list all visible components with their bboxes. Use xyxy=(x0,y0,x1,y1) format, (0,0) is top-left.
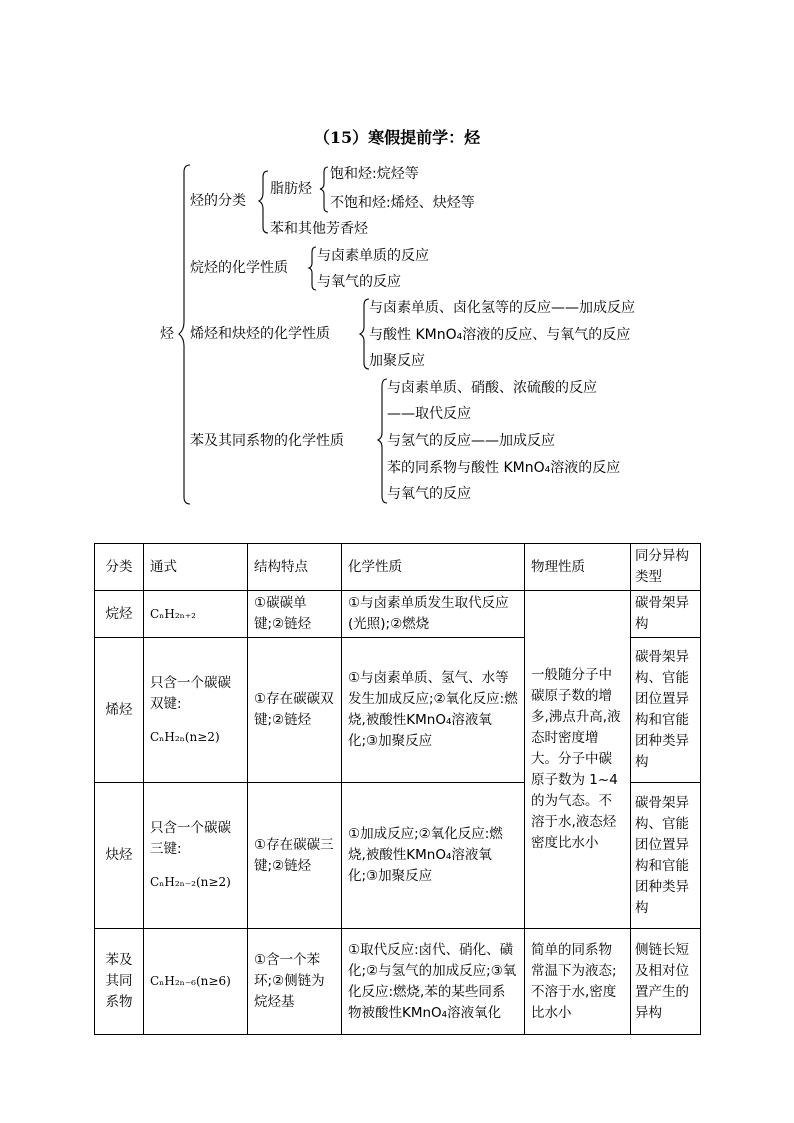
page-title: （15）寒假提前学：烃 xyxy=(313,128,481,147)
tree-root-label: 烃 xyxy=(160,326,174,342)
aliphatic-brace xyxy=(320,167,328,212)
benzene-item: 与氧气的反应 xyxy=(387,486,471,502)
cell-formula: CₙH₂ₙ(n≥2) xyxy=(150,729,220,744)
table-row xyxy=(95,929,701,1035)
aliphatic-label: 脂肪烃 xyxy=(270,181,312,197)
cell-formula: CₙH₂ₙ₋₆(n≥6) xyxy=(144,929,248,1035)
cell-physical-shared: 一般随分子中碳原子数的增多,沸点升高,液态时密度增大。分子中碳原子数为 1~4 的为气态。不溶于水,液态烃密度比水小 xyxy=(525,591,631,929)
benzene-item: 苯的同系物与酸性 KMnO₄溶液的反应 xyxy=(387,460,621,476)
cell-structure: ①碳碳单键;②链烃 xyxy=(248,591,342,638)
alkene-item: 与卤素单质、卤化氢等的反应——加成反应 xyxy=(369,300,635,316)
cell-category: 炔烃 xyxy=(95,783,144,929)
alkane-label: 烷烃的化学性质 xyxy=(190,260,288,276)
table-header-cell: 分类 xyxy=(95,544,144,591)
table-header-cell: 结构特点 xyxy=(248,544,342,591)
alkene-brace xyxy=(360,299,369,369)
cell-note: 只含一个碳碳双键: xyxy=(150,674,231,712)
aromatic-label: 苯和其他芳香烃 xyxy=(270,221,368,237)
table-header-cell: 物理性质 xyxy=(525,544,631,591)
cell-formula-group xyxy=(144,638,248,783)
table-header-row xyxy=(95,544,701,591)
alkane-item: 与氧气的反应 xyxy=(317,274,401,290)
alkene-alkyne-label: 烯烃和炔烃的化学性质 xyxy=(190,326,330,342)
alkene-item: 加聚反应 xyxy=(369,353,425,369)
classification-brace xyxy=(259,171,268,233)
alkane-item: 与卤素单质的反应 xyxy=(317,248,429,264)
cell-formula-group xyxy=(144,783,248,929)
cell-physical: 简单的同系物常温下为液态;不溶于水,密度比水小 xyxy=(525,929,631,1035)
cell-category: 苯及其同系物 xyxy=(95,929,144,1035)
cell-isomer: 碳骨架异构 xyxy=(631,591,701,638)
table-header-cell: 通式 xyxy=(144,544,248,591)
benzene-brace xyxy=(378,379,387,503)
alkene-item: 与酸性 KMnO₄溶液的反应、与氧气的反应 xyxy=(369,327,631,343)
benzene-label: 苯及其同系物的化学性质 xyxy=(190,433,344,449)
cell-formula: CₙH₂ₙ₋₂(n≥2) xyxy=(150,875,231,889)
alkane-brace xyxy=(309,247,316,290)
cell-structure: ①存在碳碳双键;②链烃 xyxy=(248,638,342,783)
root-brace xyxy=(179,165,190,504)
benzene-item: ——取代反应 xyxy=(387,406,471,422)
saturated-label: 饱和烃:烷烃等 xyxy=(330,166,419,182)
unsaturated-label: 不饱和烃:烯烃、炔烃等 xyxy=(330,195,475,211)
benzene-item: 与氢气的反应——加成反应 xyxy=(387,433,555,449)
cell-isomer: 碳骨架异构、官能团位置异构和官能团种类异构 xyxy=(631,783,701,929)
cell-formula: CₙH₂ₙ₊₂ xyxy=(144,591,248,638)
cell-chemical: ①与卤素单质发生取代反应(光照);②燃烧 xyxy=(342,591,525,638)
benzene-item: 与卤素单质、硝酸、浓硫酸的反应 xyxy=(387,380,597,396)
cell-chemical: ①加成反应;②氧化反应:燃烧,被酸性KMnO₄溶液氧化;③加聚反应 xyxy=(342,783,525,929)
table-row xyxy=(95,591,701,638)
cell-note: 只含一个碳碳三键: xyxy=(150,820,231,857)
table-header-cell: 同分异构类型 xyxy=(631,544,701,591)
table-header-cell: 化学性质 xyxy=(342,544,525,591)
cell-structure: ①存在碳碳三键;②链烃 xyxy=(248,783,342,929)
cell-chemical: ①取代反应:卤代、硝化、磺化;②与氢气的加成反应;③氧化反应:燃烧,苯的某些同系物被酸性KMnO₄溶液氧化 xyxy=(342,929,525,1035)
classification-label: 烃的分类 xyxy=(190,193,246,209)
hydrocarbon-table xyxy=(94,543,701,1035)
cell-structure: ①含一个苯环;②侧链为烷烃基 xyxy=(248,929,342,1035)
cell-isomer: 碳骨架异构、官能团位置异构和官能团种类异构 xyxy=(631,638,701,783)
cell-category: 烯烃 xyxy=(95,638,144,783)
cell-chemical: ①与卤素单质、氢气、水等发生加成反应;②氧化反应:燃烧,被酸性KMnO₄溶液氧化;③加聚反应 xyxy=(342,638,525,783)
cell-isomer: 侧链长短及相对位置产生的异构 xyxy=(631,929,701,1035)
cell-category: 烷烃 xyxy=(95,591,144,638)
